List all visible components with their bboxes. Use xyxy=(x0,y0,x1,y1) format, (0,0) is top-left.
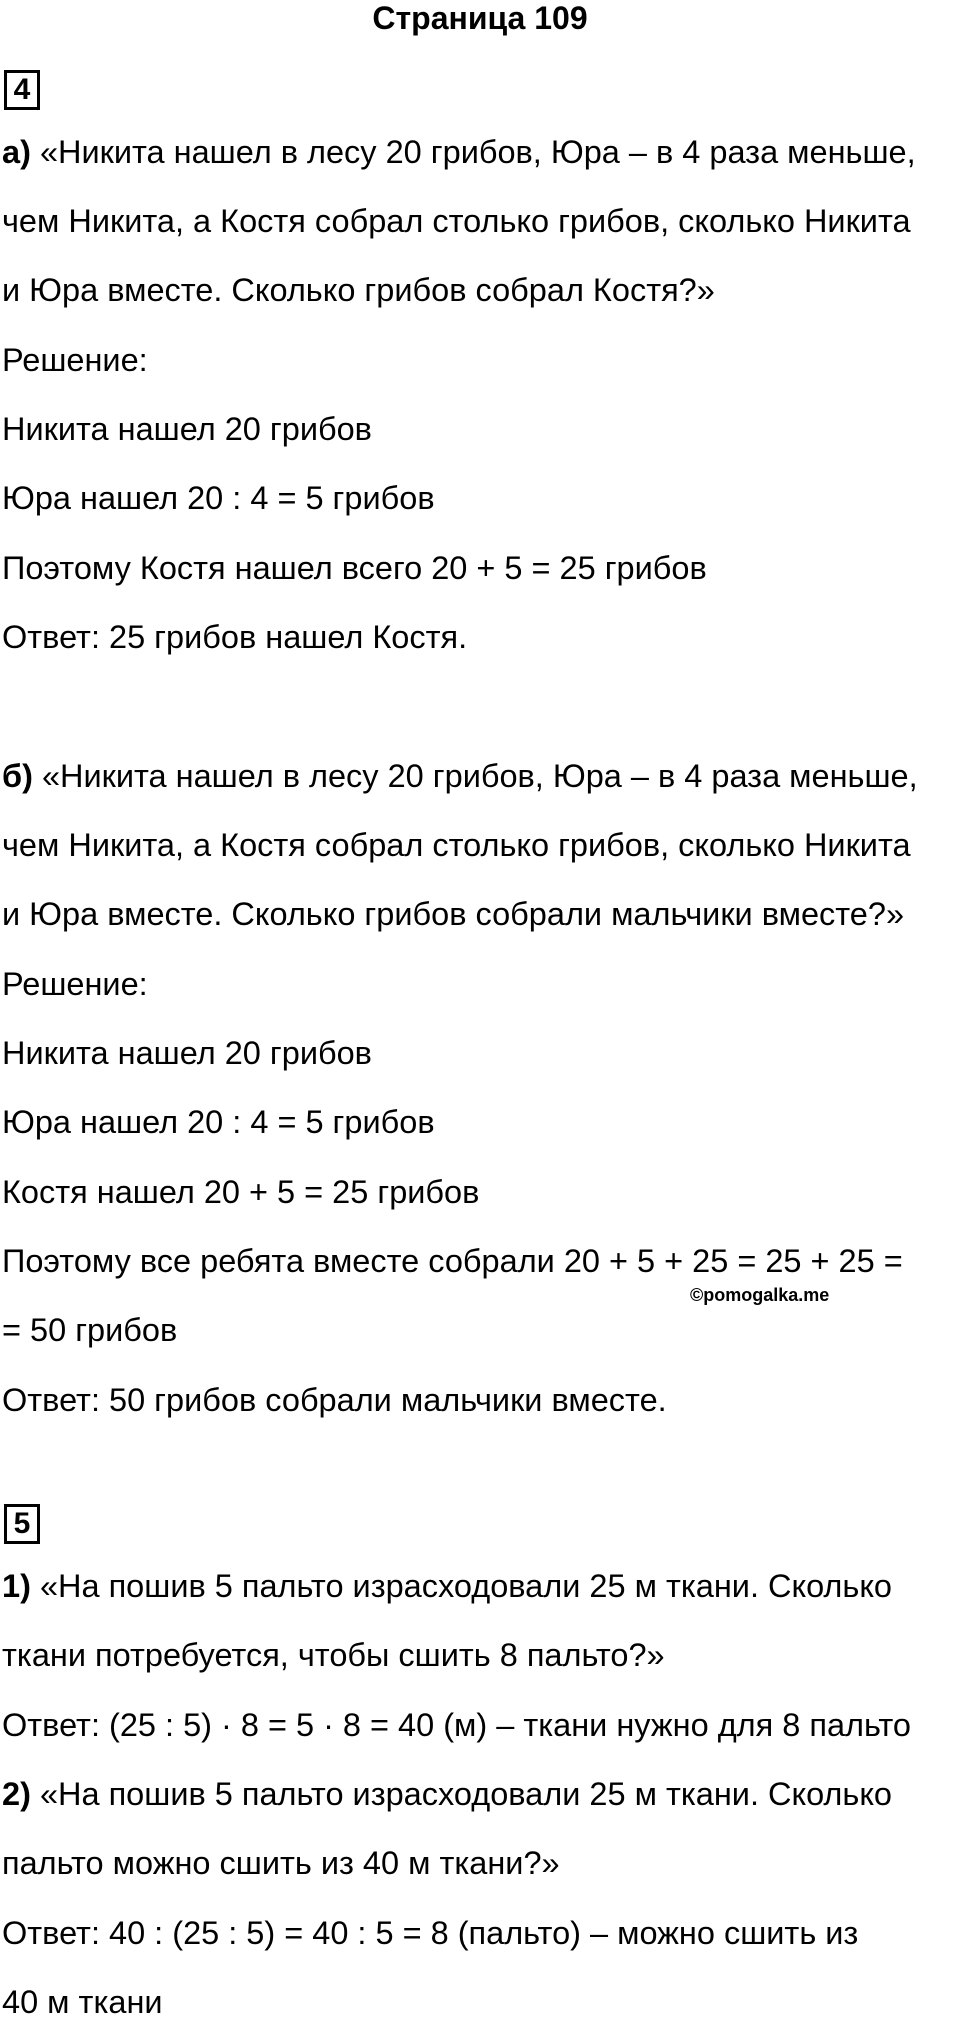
task-4a-step-2: Юра нашел 20 : 4 = 5 грибов xyxy=(2,480,435,516)
task-5-2-answer: Ответ: 40 : (25 : 5) = 40 : 5 = 8 (пальто) – можно сшить из xyxy=(2,1915,859,1951)
task-4b-line-2: чем Никита, а Костя собрал столько грибов, сколько Никита xyxy=(2,827,911,863)
watermark: ©pomogalka.me xyxy=(690,1285,830,1305)
task-4b-text-1: «Никита нашел в лесу 20 грибов, Юра – в 4 раза меньше, xyxy=(41,758,918,794)
task-4b-step-4-continued: = 50 грибов xyxy=(2,1312,178,1348)
task-5-2-line-2: пальто можно сшить из 40 м ткани?» xyxy=(2,1845,560,1881)
task-4b-marker: б) xyxy=(2,758,33,794)
task-4b-step-3: Костя нашел 20 + 5 = 25 грибов xyxy=(2,1174,480,1210)
task-4a-step-3: Поэтому Костя нашел всего 20 + 5 = 25 грибов xyxy=(2,550,707,586)
task-5-1-line-2: ткани потребуется, чтобы сшить 8 пальто?» xyxy=(2,1637,665,1673)
task-4b-answer: Ответ: 50 грибов собрали мальчики вместе. xyxy=(2,1382,667,1418)
task-4b-step-4: Поэтому все ребята вместе собрали 20 + 5 + 25 = 25 + 25 = xyxy=(2,1243,903,1279)
task-4b-line-3: и Юра вместе. Сколько грибов собрали мальчики вместе?» xyxy=(2,896,905,932)
task-5-number-box: 5 xyxy=(4,1504,40,1544)
task-5-1-text-1: «На пошив 5 пальто израсходовали 25 м ткани. Сколько xyxy=(39,1568,892,1604)
task-4-number-box: 4 xyxy=(4,70,40,110)
task-4b-step-2: Юра нашел 20 : 4 = 5 грибов xyxy=(2,1104,435,1140)
task-4a-text-1: «Никита нашел в лесу 20 грибов, Юра – в 4 раза меньше, xyxy=(39,134,916,170)
page-title: Страница 109 xyxy=(372,0,588,36)
task-4a-line-1 xyxy=(2,132,916,172)
task-4a-solution-label: Решение: xyxy=(2,342,148,378)
task-5-1-answer: Ответ: (25 : 5) · 8 = 5 · 8 = 40 (м) – ткани нужно для 8 пальто xyxy=(2,1707,912,1743)
task-5-2-answer-continued: 40 м ткани xyxy=(2,1984,163,2020)
task-4a-marker: а) xyxy=(2,134,31,170)
task-4a-step-1: Никита нашел 20 грибов xyxy=(2,411,372,447)
task-4b-step-1: Никита нашел 20 грибов xyxy=(2,1035,372,1071)
task-4b-line-1 xyxy=(2,756,918,796)
task-5-1-line-1 xyxy=(2,1566,892,1606)
task-4a-answer: Ответ: 25 грибов нашел Костя. xyxy=(2,619,468,655)
task-4b-solution-label: Решение: xyxy=(2,966,148,1002)
task-5-2-marker: 2) xyxy=(2,1776,31,1812)
task-5-1-marker: 1) xyxy=(2,1568,31,1604)
task-4a-line-3: и Юра вместе. Сколько грибов собрал Костя?» xyxy=(2,272,715,308)
task-5-2-text-1: «На пошив 5 пальто израсходовали 25 м ткани. Сколько xyxy=(39,1776,892,1812)
task-5-2-line-1 xyxy=(2,1774,892,1814)
task-4a-line-2: чем Никита, а Костя собрал столько грибов, сколько Никита xyxy=(2,203,911,239)
